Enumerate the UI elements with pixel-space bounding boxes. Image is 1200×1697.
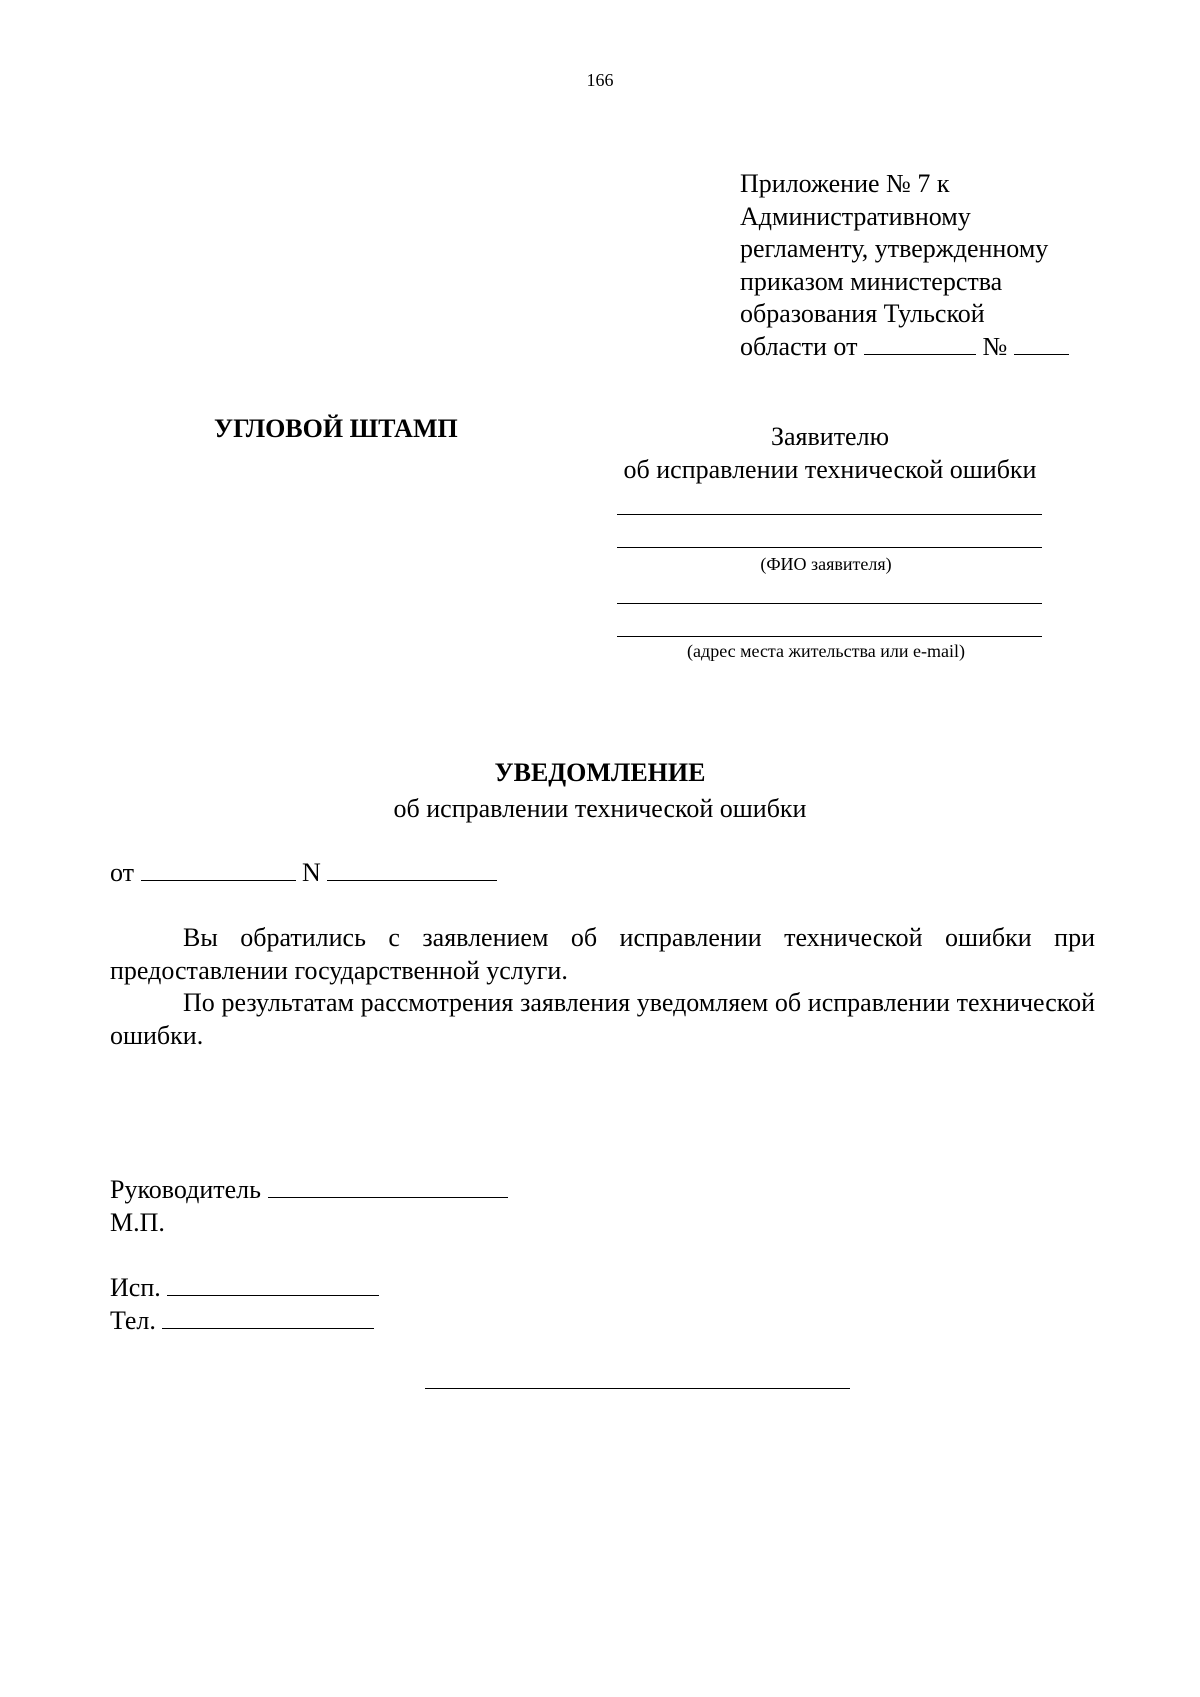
head-label: Руководитель [110, 1175, 261, 1204]
addressee-subtitle: об исправлении технической ошибки [623, 455, 1037, 484]
appendix-line: регламенту, утвержденному [740, 234, 1049, 263]
executor-label: Исп. [110, 1273, 161, 1302]
seal-label: М.П. [110, 1208, 165, 1237]
appendix-line: Административному [740, 201, 971, 231]
address-line-2 [617, 636, 1042, 637]
head-signature-blank [268, 1175, 508, 1198]
address-caption: (адрес места жительства или e-mail) [687, 641, 965, 661]
appendix-line: Приложение № 7 к [740, 169, 950, 198]
appendix-date-prefix: области от [740, 331, 858, 361]
head-signature-line [110, 1175, 508, 1205]
appendix-block [740, 168, 1140, 363]
notice-date-line [110, 858, 497, 888]
appendix-number-blank [1014, 332, 1069, 355]
appendix-number-label: № [982, 331, 1008, 361]
addressee-block [600, 420, 1060, 486]
appendix-line: приказом министерства [740, 266, 1003, 296]
phone-label: Тел. [110, 1306, 156, 1335]
notice-body [110, 922, 1095, 1052]
address-line-1 [617, 603, 1042, 604]
executor-blank [167, 1273, 379, 1296]
appendix-date-line [740, 331, 1140, 364]
appendix-date-blank [864, 332, 976, 355]
page-number: 166 [586, 70, 614, 90]
appendix-line: образования Тульской [740, 299, 985, 328]
phone-line [110, 1306, 374, 1336]
corner-stamp-label: УГЛОВОЙ ШТАМП [214, 414, 458, 443]
executor-line [110, 1273, 379, 1303]
notice-title: УВЕДОМЛЕНИЕ [494, 758, 706, 787]
addressee-title: Заявителю [770, 422, 889, 451]
body-paragraph: Вы обратились с заявлением об исправлении технической ошибки при предоставлении государственной услуги. [110, 923, 1095, 985]
notice-number-label: N [302, 858, 321, 887]
notice-date-blank [141, 858, 296, 881]
phone-blank [162, 1306, 374, 1329]
fio-caption: (ФИО заявителя) [760, 554, 892, 574]
closing-separator-line [425, 1388, 850, 1389]
notice-date-prefix: от [110, 858, 135, 887]
notice-subtitle: об исправлении технической ошибки [393, 794, 807, 823]
fio-line-1 [617, 514, 1042, 515]
fio-line-2 [617, 547, 1042, 548]
notice-number-blank [327, 858, 497, 881]
body-paragraph: По результатам рассмотрения заявления уведомляем об исправлении технической ошибки. [110, 988, 1095, 1050]
